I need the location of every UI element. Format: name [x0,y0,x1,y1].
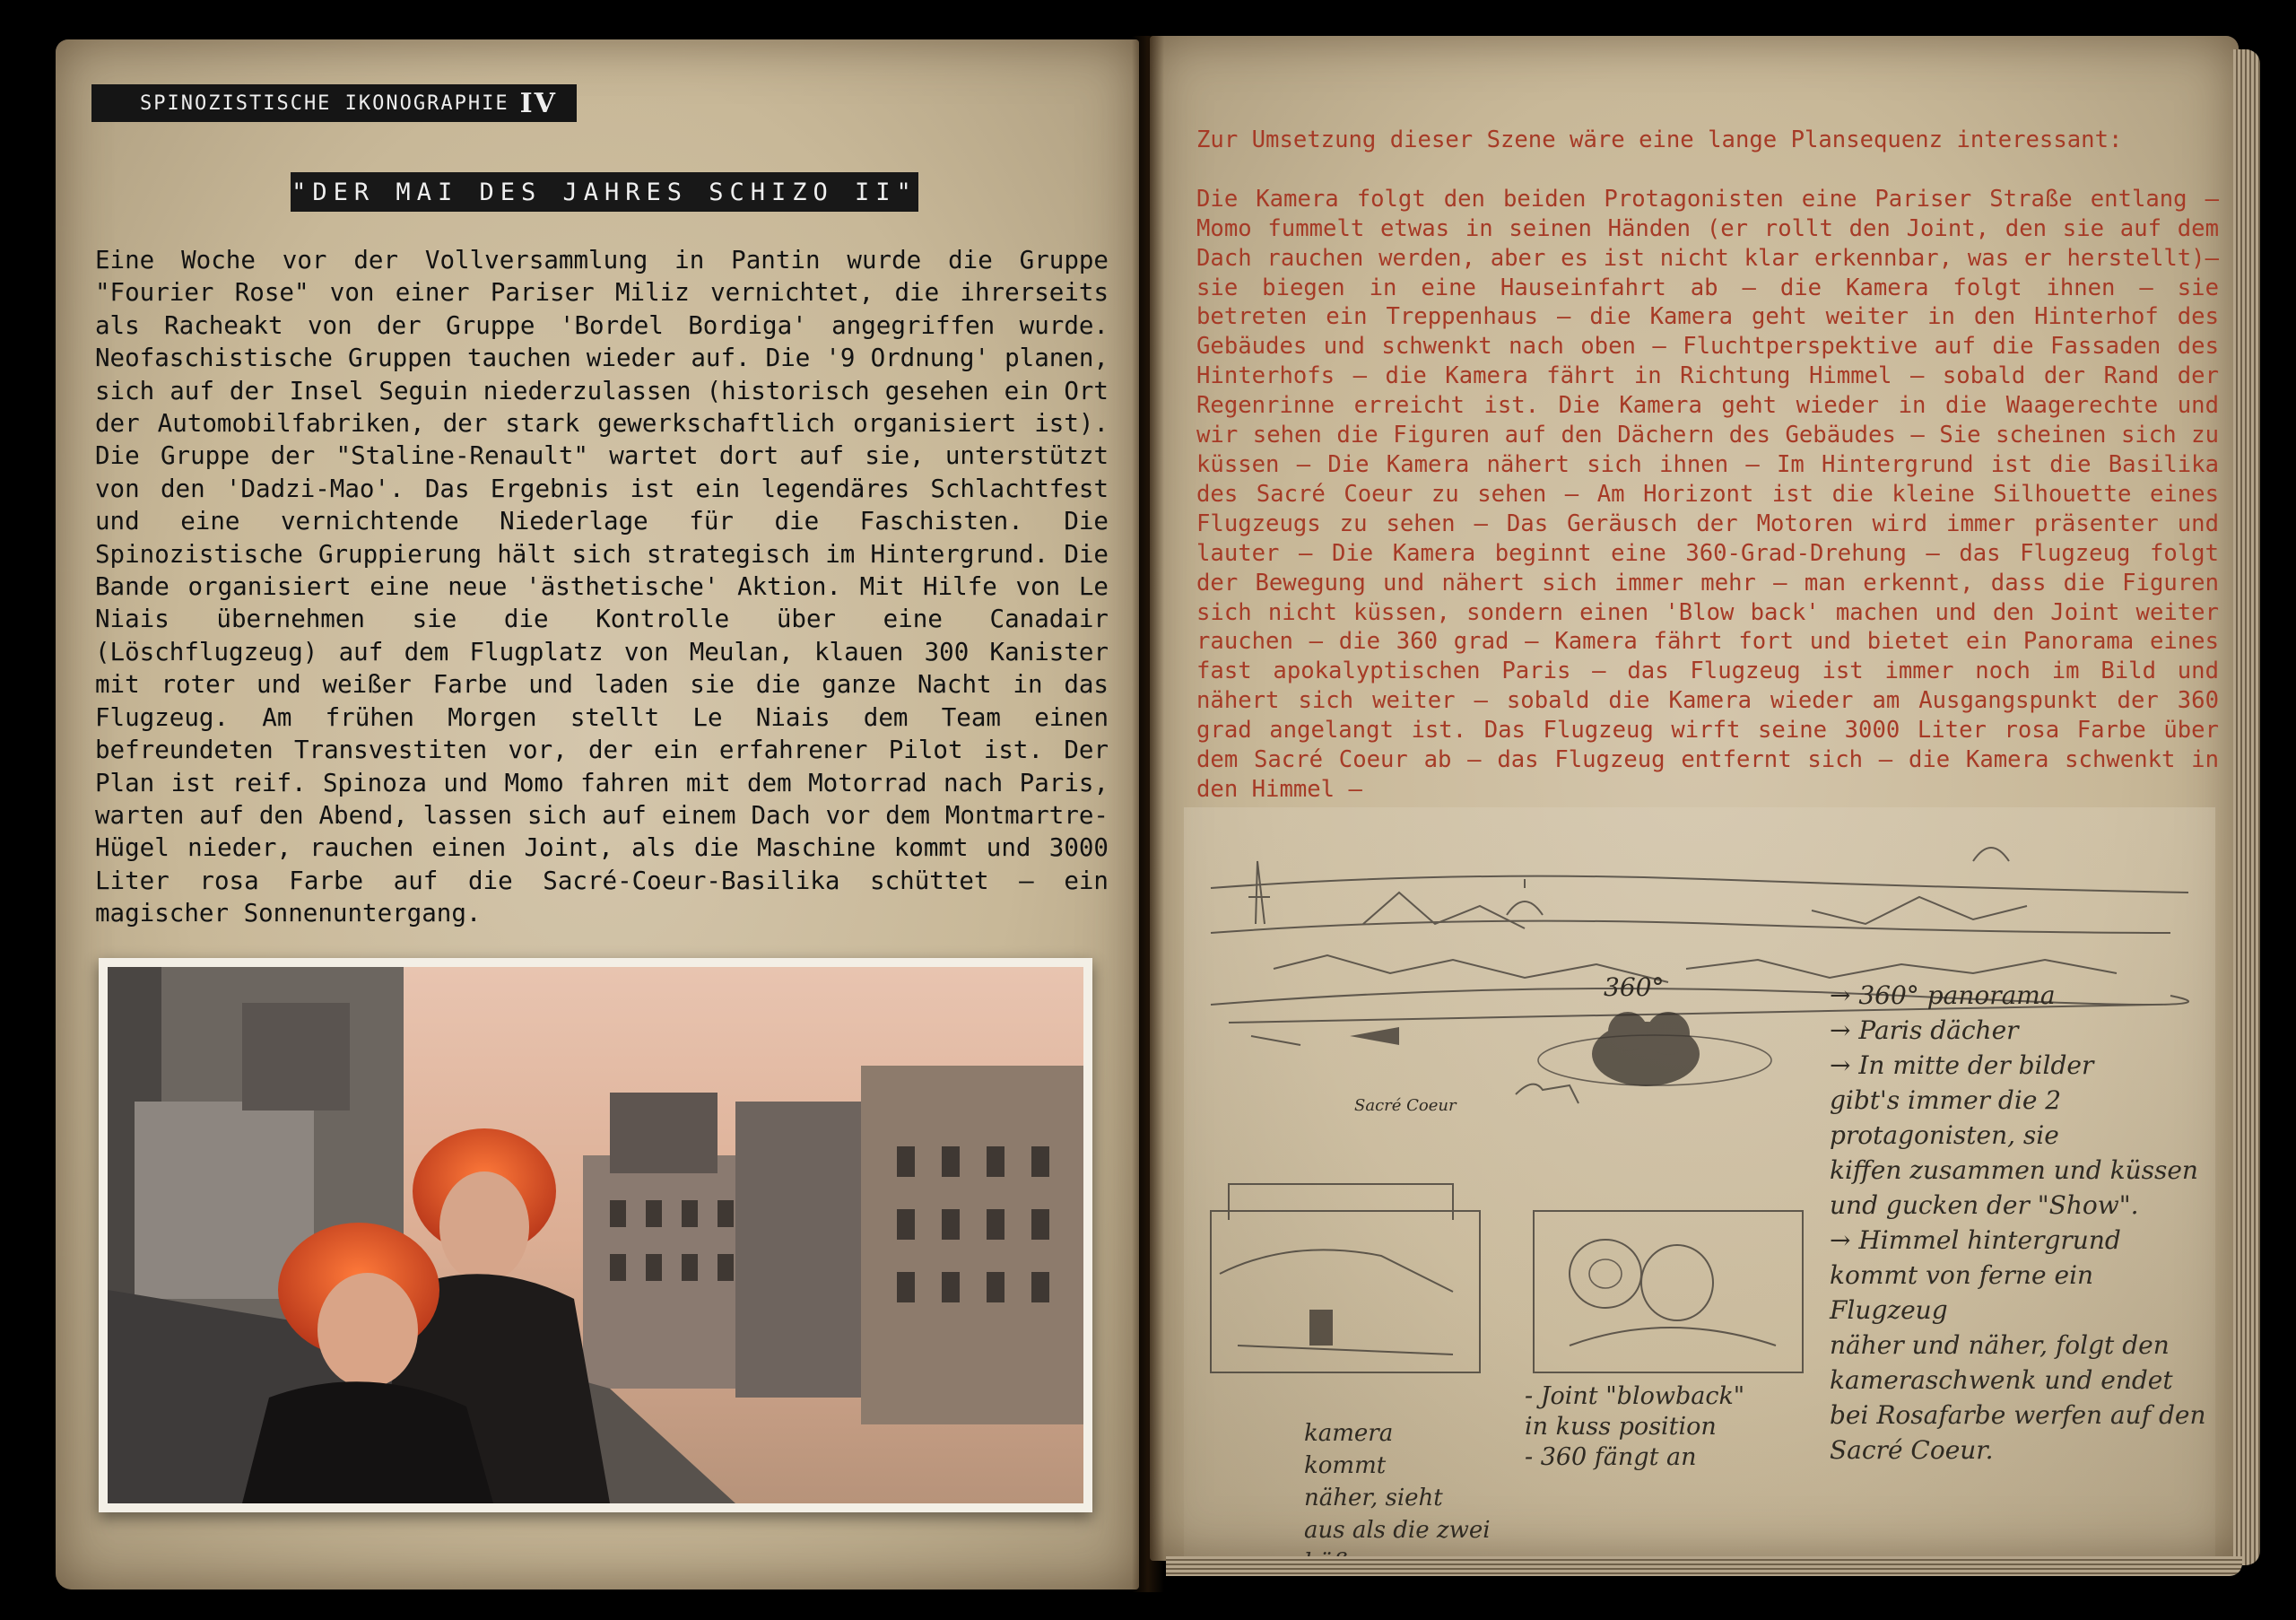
rooftop-photo-illustration [108,967,1083,1503]
section-label [91,84,577,122]
rooftop-photo [108,967,1083,1503]
section-number: IV [519,87,557,119]
sketch-handwritten-notes: → 360° panorama → Paris dächer → In mitte der bilder gibt's immer die 2 protagonisten, sie kiffen zusammen und küssen und gucken der "Show". → Himmel hintergrund kommt von ferne ein Flugzeug näher und näher, folgt den kameraschwenk und endet bei Rosafarbe werfen auf den Sacré Coeur. [1830,980,2206,1465]
right-page [1150,36,2239,1561]
page-edges-bottom [1166,1556,2242,1576]
book-spine [1132,36,1164,1592]
left-page [56,39,1139,1590]
photo-frame [99,958,1092,1512]
section-label-text: SPINOZISTISCHE IKONOGRAPHIE [140,91,509,115]
sketch-kamera-note: kamera kommt näher, sieht aus als die zwei [1304,1420,1491,1544]
sketch-label-sacre-coeur: Sacré Coeur [1354,1096,1457,1115]
plan-sequence-text: Zur Umsetzung dieser Szene wäre eine lange Plansequenz interessant: Die Kamera folgt den beiden Protagonisten eine Pariser Straße entlang – Momo fummelt etwas in seinen Händen (er rollt den Joint, den sie auf dem Dach rauchen werden, aber es ist nicht klar erkennbar, was er herstellt)– sie biegen in eine Hauseinfahrt ab – die Kamera folgt ihnen – sie betreten ein Treppenhaus – die Kamera geht weiter in den Hinterhof des Gebäudes und schwenkt nach oben – Fluchtperspektive auf die Fassaden des Hinterhofs – die Kamera fährt in Richtung Himmel – sobald der Rand der Regenrinne erreicht ist. Die Kamera geht wieder in die Waagerechte und wir sehen die Figuren auf den Dächern des Gebäudes – Sie scheinen sich zu küssen – Die Kamera nähert sich ihnen – Im Hintergrund ist die Basilika des Sacré Coeur zu sehen – Am Horizont ist die kleine Silhouette eines Flugzeugs zu sehen – Das Geräusch der Motoren wird immer präsenter und lauter – Die Kamera beginnt eine 360-Grad-Drehung – das Flugzeug folgt der Bewegung und nähert sich immer mehr – man erkennt, dass die Figuren sich nicht küssen, sondern einen 'Blow back' machen und den Joint weiter rauchen – die 360 grad – Kamera fährt fort und bietet ein Panorama eines fast apokalyptischen Paris – das Flugzeug ist immer noch im Bild und nähert sich weiter – sobald die Kamera wieder am Ausgangspunkt der 360 grad angelangt ist. Das Flugzeug wirft seine 3000 Liter rosa Farbe über dem Sacré Coeur ab – das Flugzeug entfernt sich – die Kamera schwenkt in den Himmel – [1196,126,2219,803]
sketch-label-360: 360° [1604,972,1665,1002]
storyboard-sketch [1184,807,2215,1561]
page-edges-right [2233,49,2260,1565]
sketch-joint-note: - Joint "blowback" in kuss position - 360 fängt an [1525,1382,1745,1471]
body-text: Eine Woche vor der Vollversammlung in Pantin wurde die Gruppe "Fourier Rose" von einer Pariser Miliz vernichtet, die ihrerseits als Racheakt von der Gruppe 'Bordel Bordiga' angegriffen wurde. Neofaschistische Gruppen tauchen wieder auf. Die '9 Ordnung' planen, sich auf der Insel Seguin niederzulassen (historisch gesehen ein Ort der Automobilfabriken, der stark gewerkschaftlich organisiert ist). Die Gruppe der "Staline-Renault" wartet dort auf sie, unterstützt von den 'Dadzi-Mao'. Das Ergebnis ist ein legendäres Schlachtfest und eine vernichtende Niederlage für die Faschisten. Die Spinozistische Gruppierung hält sich strategisch im Hintergrund. Die Bande organisiert eine neue 'ästhetische' Aktion. Mit Hilfe von Le Niais übernehmen sie die Kontrolle über eine Canadair (Löschflugzeug) auf dem Flugplatz von Meulan, klauen 300 Kanister mit roter und weißer Farbe und laden sie die ganze Nacht in das Flugzeug. Am frühen Morgen stellt Le Niais dem Team einen befreundeten Transvestiten vor, der ein erfahrener Pilot ist. Der Plan ist reif. Spinoza und Momo fahren mit dem Motorrad nach Paris, warten auf den Abend, lassen sich auf einem Dach vor dem Montmartre-Hügel nieder, rauchen einen Joint, als die Maschine kommt und 3000 Liter rosa Farbe auf die Sacré-Coeur-Basilika schüttet – ein magischer Sonnenuntergang. [95,246,1109,928]
chapter-title: "DER MAI DES JAHRES SCHIZO II" [291,172,918,212]
